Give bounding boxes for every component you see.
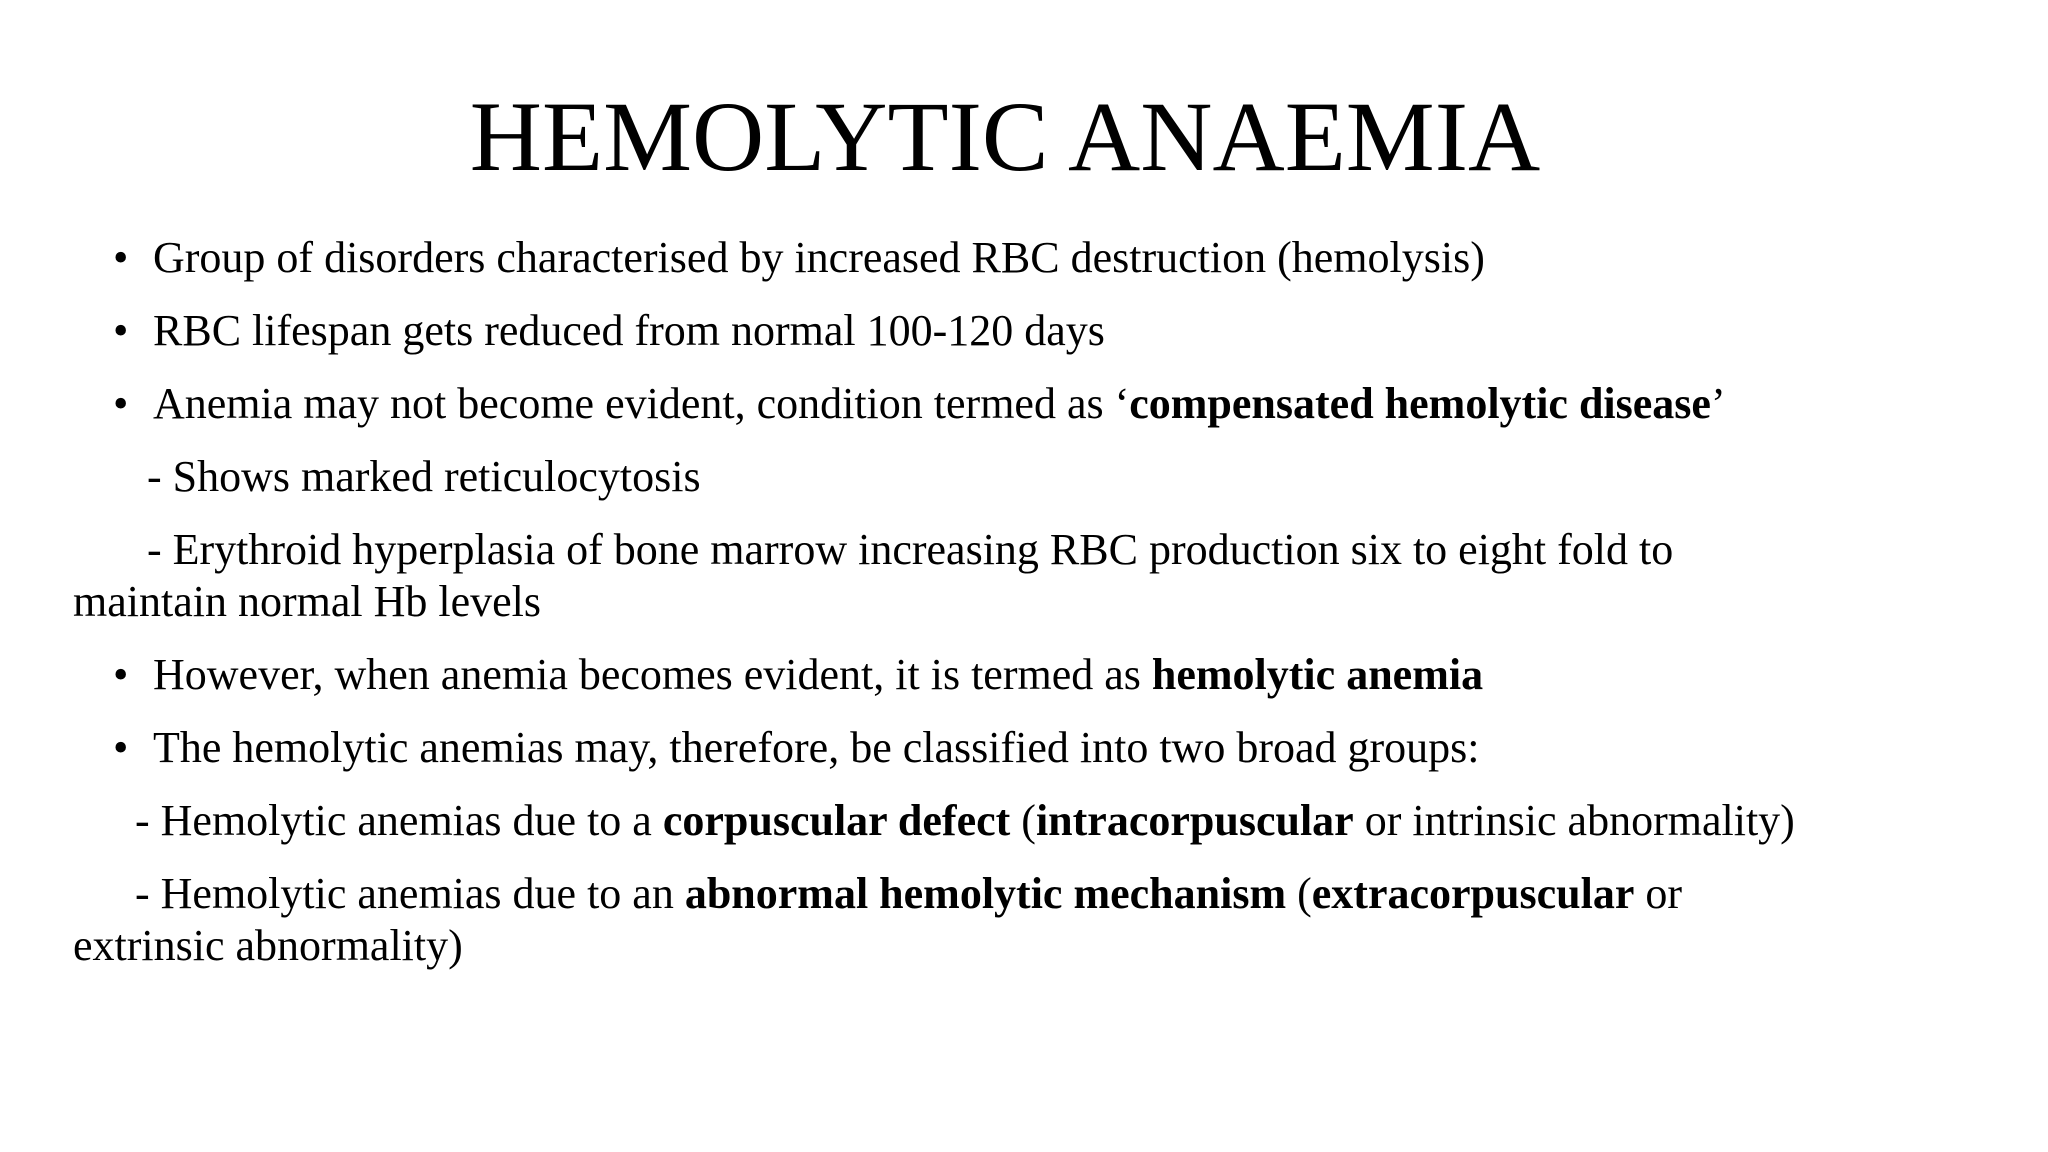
bullet-icon: • (113, 379, 129, 428)
bold-term: intracorpuscular (1035, 796, 1354, 845)
sub-item-text: or intrinsic abnormality) (1353, 796, 1795, 845)
bullet-item (113, 232, 1973, 284)
sub-item (113, 451, 1973, 503)
bold-term: corpuscular defect (662, 796, 1011, 845)
bullet-text: However, when anemia becomes evident, it is termed as (153, 650, 1152, 699)
bullet-text: The hemolytic anemias may, therefore, be classified into two broad groups: (153, 723, 1480, 772)
bullet-icon: • (113, 650, 129, 699)
sub-item-text: - Hemolytic anemias due to a (135, 796, 663, 845)
sub-item-wrapped (73, 524, 1973, 628)
bold-term: hemolytic anemia (1151, 650, 1484, 699)
bullet-text: Group of disorders characterised by increased RBC destruction (hemolysis) (153, 233, 1485, 282)
bold-term: abnormal hemolytic mechanism (684, 869, 1287, 918)
bold-term: compensated hemolytic disease (1129, 379, 1711, 428)
sub-item-line-continued (73, 920, 1973, 972)
sub-item-text: ( (1010, 796, 1036, 845)
slide-title: HEMOLYTIC ANAEMIA (469, 81, 1541, 192)
sub-item-text: or (1634, 869, 1683, 918)
sub-item-line (113, 868, 1973, 920)
bold-term: extracorpuscular (1311, 869, 1635, 918)
bullet-item (113, 722, 1973, 774)
bullet-icon: • (113, 723, 129, 772)
bullet-icon: • (113, 306, 129, 355)
sub-item-wrapped (73, 868, 1973, 972)
sub-item-text: - Hemolytic anemias due to an (135, 869, 685, 918)
bullet-icon: • (113, 233, 129, 282)
bullet-text: RBC lifespan gets reduced from normal 100-120 days (153, 306, 1105, 355)
sub-item-text: - Erythroid hyperplasia of bone marrow increasing RBC production six to eight fold to (147, 525, 1674, 574)
sub-item (113, 795, 1973, 847)
bullet-text: Anemia may not become evident, condition termed as ‘ (153, 379, 1130, 428)
sub-item-text: extrinsic abnormality) (73, 921, 463, 970)
sub-item-text: ( (1286, 869, 1312, 918)
bullet-item (113, 649, 1973, 701)
bullet-text: ’ (1710, 379, 1726, 428)
bullet-item (113, 378, 1973, 430)
sub-item-text: maintain normal Hb levels (73, 577, 541, 626)
sub-item-line (113, 524, 1973, 576)
sub-item-text: - Shows marked reticulocytosis (147, 452, 701, 501)
sub-item-line-continued (73, 576, 1973, 628)
bullet-item (113, 305, 1973, 357)
slide-content (73, 232, 1973, 972)
